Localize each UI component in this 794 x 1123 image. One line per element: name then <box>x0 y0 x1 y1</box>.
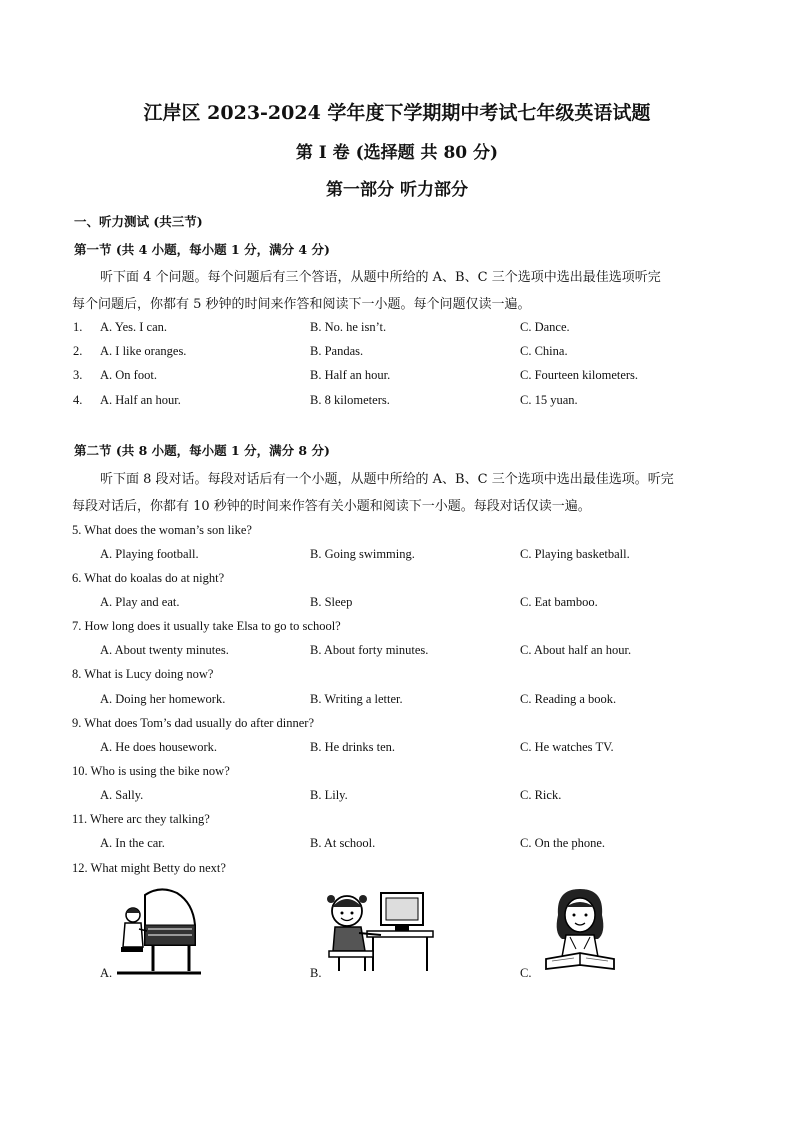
section2-heading: 第二节 (共 8 小题，每小题 1 分，满分 8 分) <box>74 443 330 458</box>
option-b: B. He drinks ten. <box>310 740 396 754</box>
option-c: C. China. <box>520 344 568 358</box>
question-text: 10. Who is using the bike now? <box>72 764 230 778</box>
option-b: B. Going swimming. <box>310 547 415 561</box>
girl-reading-image <box>540 885 620 975</box>
option-a: A. Half an hour. <box>100 393 181 407</box>
question-text: 6. What do koalas do at night? <box>72 571 225 585</box>
option-c: C. About half an hour. <box>520 643 632 657</box>
option-b: B. No. he isn’t. <box>310 320 387 334</box>
question-number: 2. <box>73 344 83 358</box>
option-b-label: B. <box>310 966 322 980</box>
option-a: A. I like oranges. <box>100 344 187 358</box>
option-c: C. Fourteen kilometers. <box>520 368 639 382</box>
computer-user-image <box>325 885 437 977</box>
option-a: A. On foot. <box>100 368 157 382</box>
option-a: A. Doing her homework. <box>100 692 226 706</box>
option-c: C. 15 yuan. <box>520 393 578 407</box>
option-b: B. At school. <box>310 836 376 850</box>
option-b: B. 8 kilometers. <box>310 393 390 407</box>
option-c: C. Reading a book. <box>520 692 617 706</box>
option-b: B. Pandas. <box>310 344 364 358</box>
option-b: B. Half an hour. <box>310 368 391 382</box>
section1-instruction: 听下面 4 个问题。每个问题后有三个答语，从题中所给的 A、B、C 三个选项中选出最佳选项听完 <box>100 270 661 285</box>
option-c: C. On the phone. <box>520 836 606 850</box>
section1-instruction-cont: 每个问题后，你都有 5 秒钟的时间来作答和阅读下一小题。每个问题仅读一遍。 <box>72 297 531 312</box>
question-number: 4. <box>73 393 83 407</box>
question-text: 11. Where arc they talking? <box>72 812 210 826</box>
exam-title: 江岸区 2023-2024 学年度下学期期中考试七年级英语试题 <box>143 102 651 124</box>
option-b: B. Lily. <box>310 788 348 802</box>
option-a: A. In the car. <box>100 836 165 850</box>
option-a: A. Play and eat. <box>100 595 180 609</box>
option-c: C. Playing basketball. <box>520 547 630 561</box>
listening-heading: 一、听力测试 (共三节) <box>74 214 203 229</box>
option-c: C. Dance. <box>520 320 570 334</box>
option-c: C. He watches TV. <box>520 740 614 754</box>
option-a: A. Sally. <box>100 788 144 802</box>
option-b: B. About forty minutes. <box>310 643 429 657</box>
option-c: C. Eat bamboo. <box>520 595 598 609</box>
section2-instruction: 听下面 8 段对话。每段对话后有一个小题，从题中所给的 A、B、C 三个选项中选出最佳选项。听完 <box>100 472 674 487</box>
question-text: 12. What might Betty do next? <box>72 861 226 875</box>
volume-heading: 第 I 卷 (选择题 共 80 分) <box>295 143 499 163</box>
option-b: B. Sleep <box>310 595 353 609</box>
question-text: 5. What does the woman’s son like? <box>72 523 252 537</box>
question-text: 8. What is Lucy doing now? <box>72 667 214 681</box>
option-b: B. Writing a letter. <box>310 692 403 706</box>
option-c: C. Rick. <box>520 788 562 802</box>
question-number: 1. <box>73 320 83 334</box>
question-text: 7. How long does it usually take Elsa to go to school? <box>72 619 341 633</box>
option-c-label: C. <box>520 966 532 980</box>
piano-player-image <box>115 885 205 977</box>
option-a: A. He does housework. <box>100 740 217 754</box>
option-a-label: A. <box>100 966 113 980</box>
option-a: A. Yes. I can. <box>100 320 168 334</box>
section1-heading: 第一节 (共 4 小题，每小题 1 分，满分 4 分) <box>74 242 330 257</box>
option-a: A. About twenty minutes. <box>100 643 229 657</box>
section2-instruction-cont: 每段对话后，你都有 10 秒钟的时间来作答有关小题和阅读下一小题。每段对话仅读一遍。 <box>72 499 591 514</box>
option-a: A. Playing football. <box>100 547 199 561</box>
question-number: 3. <box>73 368 83 382</box>
part-heading: 第一部分 听力部分 <box>326 180 468 200</box>
question-text: 9. What does Tom’s dad usually do after dinner? <box>72 716 315 730</box>
